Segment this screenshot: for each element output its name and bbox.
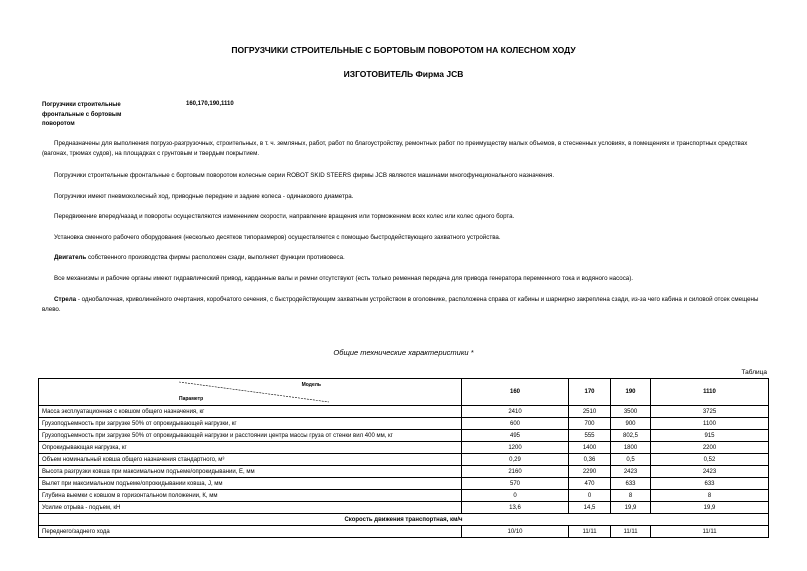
row-value: 900 <box>611 418 651 430</box>
row-label: Опрокидывающая нагрузка, кг <box>39 442 462 454</box>
table-caption: Общие технические характеристики * <box>333 348 474 357</box>
section-label: Скорость движения транспортная, км/ч <box>39 514 769 526</box>
paragraph-wheels: Погрузчики имеют пневмоколесный ход, приводные передние и задние колеса - одинакового диаметра. <box>54 193 354 200</box>
row-value: 700 <box>569 418 611 430</box>
row-value: 0,36 <box>569 454 611 466</box>
table-row <box>39 418 769 430</box>
row-value: 3725 <box>651 406 769 418</box>
model-header: 1110 <box>651 379 769 406</box>
row-value: 633 <box>611 478 651 490</box>
row-label: Грузоподъемность при загрузке 50% от опрокидывающей нагрузки, кг <box>39 418 462 430</box>
document-title: ПОГРУЗЧИКИ СТРОИТЕЛЬНЫЕ С БОРТОВЫМ ПОВОРОТОМ НА КОЛЕСНОМ ХОДУ <box>231 45 576 55</box>
diagonal-line <box>39 380 462 404</box>
table-row <box>39 502 769 514</box>
row-value: 11/11 <box>651 526 769 538</box>
row-label: Глубина выемки с ковшом в горизонтальном положении, К, мм <box>39 490 462 502</box>
row-label: Грузоподъемность при загрузке 50% от опрокидывающей нагрузки и расстоянии центра массы груза от стенки вил 400 мм, кг <box>39 430 462 442</box>
row-value: 2200 <box>651 442 769 454</box>
row-value: 0 <box>569 490 611 502</box>
paragraph-movement: Передвижение вперед/назад и повороты осуществляются изменением скорости, направление вращения или торможением всех колес или колес одного борта. <box>54 213 515 220</box>
row-value: 495 <box>462 430 569 442</box>
diagonal-header-cell <box>39 379 462 406</box>
row-value: 10/10 <box>462 526 569 538</box>
paragraph-equipment: Установка сменного рабочего оборудования (несколько десятков типоразмеров) осуществляется с помощью быстродействующего захватного устройства. <box>54 234 501 241</box>
row-value: 19,9 <box>651 502 769 514</box>
row-label: Объем номинальный ковша общего назначения стандартного, м³ <box>39 454 462 466</box>
table-row <box>39 478 769 490</box>
diag-param-label: Параметр <box>179 396 204 402</box>
row-value: 13,6 <box>462 502 569 514</box>
row-value: 1200 <box>462 442 569 454</box>
table-row <box>39 406 769 418</box>
row-value: 8 <box>651 490 769 502</box>
row-value: 600 <box>462 418 569 430</box>
row-value: 11/11 <box>611 526 651 538</box>
paragraph-series: Погрузчики строительные фронтальные с бортовым поворотом колесные серии ROBOT SKID STEERS фирмы JCB являются машинами многофункционального назначения. <box>54 172 555 179</box>
table-row <box>39 442 769 454</box>
model-header: 160 <box>462 379 569 406</box>
row-value: 633 <box>651 478 769 490</box>
models-list: 160,170,190,1110 <box>186 101 234 107</box>
paragraph-hydraulics: Все механизмы и рабочие органы имеют гидравлический привод, карданные валы и ремни отсутствуют (есть только ременная передача для привода генератора переменного тока и водяного насоса). <box>54 275 634 282</box>
row-value: 2423 <box>611 466 651 478</box>
row-label: Усилие отрыва - подъем, кН <box>39 502 462 514</box>
row-label: Масса эксплуатационная с ковшом общего назначения, кг <box>39 406 462 418</box>
row-value: 19,9 <box>611 502 651 514</box>
row-value: 1400 <box>569 442 611 454</box>
section-row <box>39 514 769 526</box>
row-value: 0,5 <box>611 454 651 466</box>
side-label: Погрузчики строительные фронтальные с бортовым поворотом <box>42 102 122 127</box>
table-row <box>39 454 769 466</box>
table-label: Таблица <box>741 369 767 376</box>
boom-text: - однобалочная, криволинейного очертания, коробчатого сечения, с быстродействующим захватным устройством в оголовнике, расположена справа от кабины и шарнирно закреплена сзади, из-за чего кабина и силовой отсек смещены влево. <box>42 296 759 313</box>
engine-text: собственного производства фирмы расположен сзади, выполняет функции противовеса. <box>86 254 345 261</box>
row-value: 3500 <box>611 406 651 418</box>
row-value: 8 <box>611 490 651 502</box>
row-value: 2410 <box>462 406 569 418</box>
row-label: Вылет при максимальном подъеме/опрокидывании ковша, J, мм <box>39 478 462 490</box>
engine-label: Двигатель <box>54 254 87 261</box>
row-value: 802,5 <box>611 430 651 442</box>
row-value: 1100 <box>651 418 769 430</box>
row-value: 470 <box>569 478 611 490</box>
row-value: 14,5 <box>569 502 611 514</box>
paragraph-purpose: Предназначены для выполнения погрузо-разгрузочных, строительных, в т. ч. земляных, работ, работ по благоустройству, ремонтных работ по преимуществу малых объемов, в стесненных условиях, в помещениях и транспортных средствах (вагонах, трюмах судов), на площадках с грунтовым и твердым покрытием. <box>42 140 748 157</box>
row-value: 915 <box>651 430 769 442</box>
paragraph-boom <box>42 295 770 315</box>
row-value: 2423 <box>651 466 769 478</box>
row-value: 2160 <box>462 466 569 478</box>
row-label: Высота разгрузки ковша при максимальном подъеме/опрокидывании, Е, мм <box>39 466 462 478</box>
table-header-row <box>39 379 769 406</box>
row-value: 2510 <box>569 406 611 418</box>
row-value: 570 <box>462 478 569 490</box>
table-row <box>39 526 769 538</box>
manufacturer-title: ИЗГОТОВИТЕЛЬ Фирма JCB <box>343 69 464 79</box>
diag-model-label: Модель <box>301 382 321 388</box>
row-value: 0,52 <box>651 454 769 466</box>
row-label: Переднего/заднего хода <box>39 526 462 538</box>
row-value: 11/11 <box>569 526 611 538</box>
table-row <box>39 430 769 442</box>
paragraph-engine <box>42 253 770 263</box>
specs-table <box>38 378 769 538</box>
model-header: 190 <box>611 379 651 406</box>
row-value: 0,29 <box>462 454 569 466</box>
model-header: 170 <box>569 379 611 406</box>
row-value: 2290 <box>569 466 611 478</box>
table-row <box>39 466 769 478</box>
row-value: 555 <box>569 430 611 442</box>
row-value: 0 <box>462 490 569 502</box>
table-row <box>39 490 769 502</box>
boom-label: Стрела <box>54 296 77 303</box>
row-value: 1800 <box>611 442 651 454</box>
